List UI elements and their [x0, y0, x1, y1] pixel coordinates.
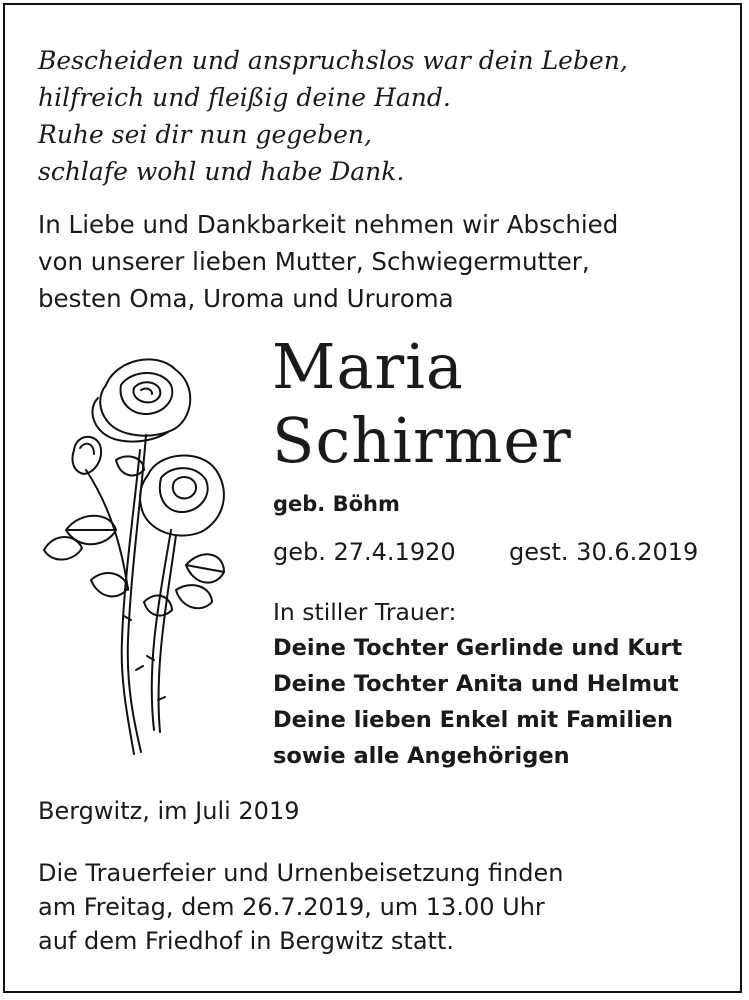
poem-line: Ruhe sei dir nun gegeben, [38, 120, 372, 149]
roses-illustration-icon [36, 340, 236, 760]
poem [38, 42, 718, 190]
ceremony-line: am Freitag, dem 26.7.2019, um 13.00 Uhr [38, 893, 545, 921]
mourners-block [273, 594, 733, 774]
life-dates [273, 538, 723, 566]
intro-line: von unserer lieben Mutter, Schwiegermutter, [38, 247, 590, 276]
place-date: Bergwitz, im Juli 2019 [38, 797, 300, 825]
mourner-line: Deine Tochter Anita und Helmut [273, 671, 679, 697]
ceremony-line: auf dem Friedhof in Bergwitz statt. [38, 927, 454, 955]
maiden-name: geb. Böhm [273, 492, 400, 516]
deceased-name [272, 330, 722, 478]
poem-line: schlafe wohl und habe Dank. [38, 157, 405, 186]
poem-line: hilfreich und fleißig deine Hand. [38, 83, 451, 112]
mourner-line: Deine lieben Enkel mit Familien [273, 707, 674, 733]
mourners-heading: In stiller Trauer: [273, 598, 457, 626]
intro-line: besten Oma, Uroma und Ururoma [38, 284, 454, 313]
last-name: Schirmer [272, 404, 572, 477]
intro-line: In Liebe und Dankbarkeit nehmen wir Abschied [38, 210, 619, 239]
death-date: gest. 30.6.2019 [509, 538, 699, 566]
birth-date: geb. 27.4.1920 [273, 538, 456, 566]
ceremony-line: Die Trauerfeier und Urnenbeisetzung finden [38, 859, 564, 887]
first-name: Maria [272, 330, 464, 403]
poem-line: Bescheiden und anspruchslos war dein Leben, [38, 46, 628, 75]
intro-text [38, 206, 718, 317]
mourner-line: sowie alle Angehörigen [273, 743, 570, 769]
ceremony-info [38, 856, 718, 958]
mourner-line: Deine Tochter Gerlinde und Kurt [273, 635, 683, 661]
